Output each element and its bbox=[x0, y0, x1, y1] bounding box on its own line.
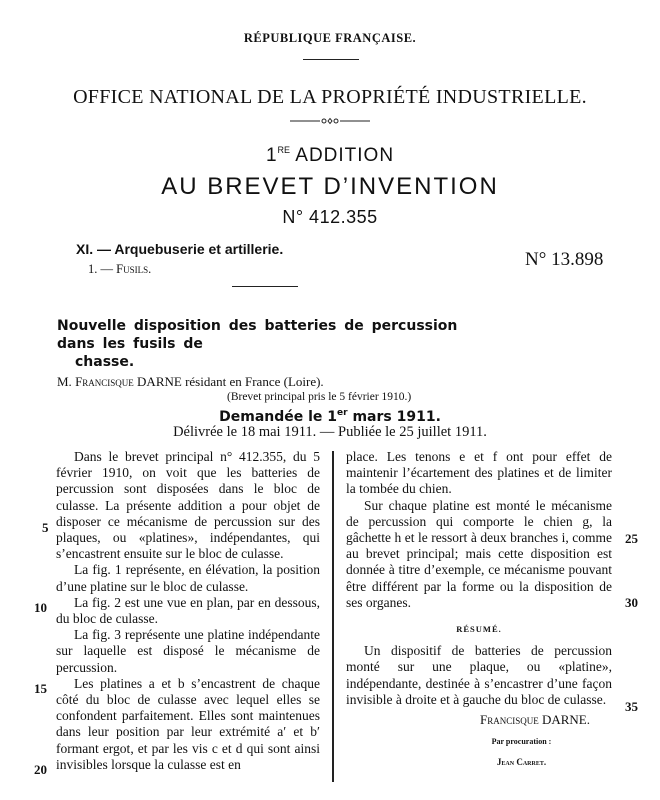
addition-number: 1 bbox=[265, 145, 278, 166]
delivery-publication-dates: Délivrée le 18 mai 1911. — Publiée le 25 juillet 1911. bbox=[173, 424, 487, 440]
patent-number: N° 412.355 bbox=[282, 207, 378, 227]
author-prefix: M. bbox=[57, 374, 72, 389]
paragraph: La fig. 3 représente une platine indépendante sur laquelle est disposé le mécanisme de percussion. bbox=[56, 627, 320, 675]
office-heading: OFFICE NATIONAL DE LA PROPRIÉTÉ INDUSTRIELLE. bbox=[73, 86, 587, 108]
author-firstname: Francisque bbox=[75, 374, 134, 389]
body-left-column bbox=[56, 449, 320, 773]
paragraph: Sur chaque platine est monté le mécanisme de percussion qui comporte le chien g, la gâchette h et le ressort à deux branches i, comme au brevet principal; mais cette disposition est donnée à titre d’exemple, ce mécanisme pouvant être différent par la forme ou la disposition de ses organes. bbox=[346, 497, 612, 610]
addition-suffix: RE bbox=[277, 145, 291, 155]
classification-class: XI. — Arquebuserie et artillerie. bbox=[76, 241, 284, 257]
resume-paragraph: Un dispositif de batteries de percussion monté sur une plaque, ou «platine», indépendante, destinée à s’encastrer d’une façon invisible à droite et à gauche du bloc de culasse. bbox=[346, 643, 612, 707]
line-number: 30 bbox=[625, 595, 638, 610]
signature-name bbox=[346, 712, 612, 728]
principal-patent-note: (Brevet principal pris le 5 février 1910.) bbox=[227, 391, 412, 403]
line-number: 5 bbox=[42, 520, 49, 535]
classification-subclass bbox=[88, 262, 151, 277]
title-line: Nouvelle disposition des batteries de percussion dans les fusils de bbox=[57, 318, 458, 352]
paragraph: La fig. 1 représente, en élévation, la position d’une platine sur le bloc de culasse. bbox=[56, 562, 320, 594]
title-line: chasse. bbox=[75, 354, 135, 370]
paragraph: place. Les tenons e et f ont pour effet de maintenir l’écartement des platines et de limiter la tombée du chien. bbox=[346, 449, 612, 497]
line-number: 10 bbox=[34, 600, 47, 615]
agent-name: Jean Carret. bbox=[496, 757, 547, 768]
subclass-name: Fusils. bbox=[116, 262, 152, 276]
document-title bbox=[57, 317, 487, 371]
line-number: 15 bbox=[34, 681, 47, 696]
divider bbox=[232, 286, 298, 287]
line-number: 25 bbox=[625, 531, 638, 546]
subclass-number: 1. — bbox=[88, 262, 113, 276]
procuration-label: Par procuration : bbox=[491, 737, 552, 747]
divider bbox=[303, 59, 359, 60]
ornament-divider-icon bbox=[290, 117, 370, 125]
line-number: 35 bbox=[625, 699, 638, 714]
addition-label: ADDITION bbox=[295, 145, 395, 166]
filing-date-sup: er bbox=[337, 408, 348, 418]
resume-heading: RÉSUMÉ. bbox=[456, 624, 502, 635]
brevet-heading: AU BREVET D’INVENTION bbox=[161, 173, 499, 200]
addition-heading bbox=[0, 145, 660, 167]
author-details: DARNE résidant en France (Loire). bbox=[137, 374, 324, 389]
line-number: 20 bbox=[34, 762, 47, 777]
addition-reference-number: N° 13.898 bbox=[525, 249, 604, 270]
signature-name-text: Francisque DARNE. bbox=[479, 712, 590, 728]
republic-heading: RÉPUBLIQUE FRANÇAISE. bbox=[243, 31, 417, 45]
paragraph: Dans le brevet principal n° 412.355, du 5 février 1910, on voit que les batteries de percussion sont disposées dans le bloc de culasse. La présente addition a pour objet de disposer ce mécanisme de percussion sur des plaques, ou «platines», indépendantes, qui s’encastrent ensuite sur le bloc de culasse. bbox=[56, 449, 320, 562]
filing-date-prefix: Demandée le 1 bbox=[219, 409, 338, 425]
column-divider bbox=[332, 451, 334, 782]
paragraph: La fig. 2 est une vue en plan, par en dessous, du bloc de culasse. bbox=[56, 594, 320, 627]
filing-date bbox=[0, 408, 660, 425]
body-right-column bbox=[346, 449, 612, 771]
paragraph: Les platines a et b s’encastrent de chaque côté du bloc de culasse avec lequel elles se confondent parfaitement. Elles sont maintenues dans leur position par leur extrémité a′ et b′ formant ergot, et par les vis c et d qui sont ainsi invisibles lorsque la culasse est en bbox=[56, 675, 320, 772]
author-line bbox=[57, 374, 324, 390]
filing-date-suffix: mars 1911. bbox=[347, 409, 441, 425]
